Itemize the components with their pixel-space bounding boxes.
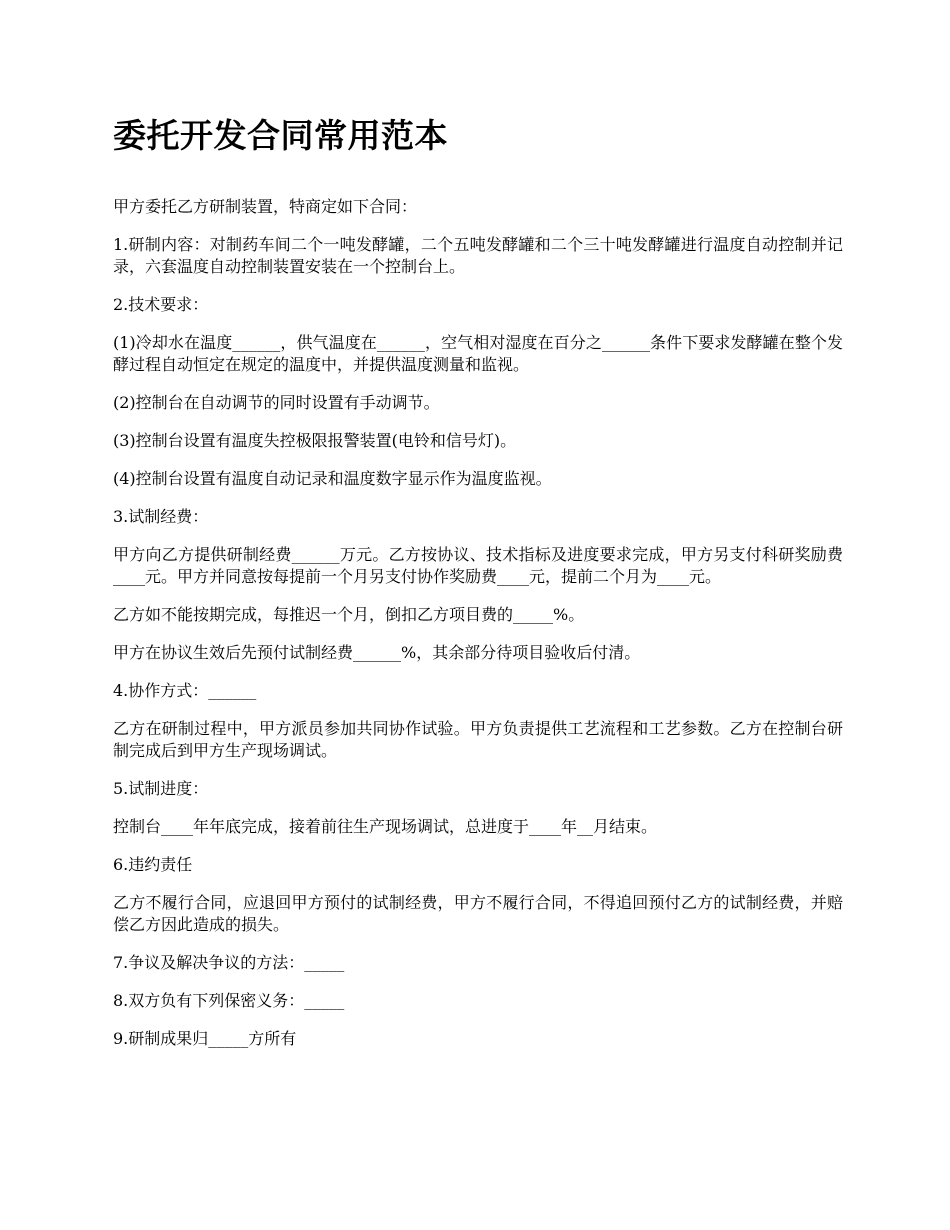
clause-4-details: 乙方在研制过程中，甲方派员参加共同协作试验。甲方负责提供工艺流程和工艺参数。乙方在控制台研制完成后到甲方生产现场调试。: [113, 719, 843, 760]
clause-3-prepayment: 甲方在协议生效后先预付试制经费______%，其余部分待项目验收后付清。: [113, 643, 641, 662]
clause-7-disputes: 7.争议及解决争议的方法：_____: [113, 953, 345, 972]
document-title: 委托开发合同常用范本: [113, 116, 448, 155]
clause-2-item-3: (3)控制台设置有温度失控极限报警装置(电铃和信号灯)。: [113, 431, 517, 450]
clause-4-cooperation: 4.协作方式：______: [113, 681, 257, 700]
clause-6-liability: 乙方不履行合同，应退回甲方预付的试制经费，甲方不履行合同，不得追回预付乙方的试制经费，并赔偿乙方因此造成的损失。: [113, 893, 843, 934]
document-page: [113, 114, 843, 1066]
clause-2-item-1: (1)冷却水在温度______，供气温度在______，空气相对湿度在百分之______条件下要求发酵罐在整个发酵过程自动恒定在规定的温度中，并提供温度测量和监视。: [113, 333, 843, 374]
clause-9-ownership: 9.研制成果归_____方所有: [113, 1029, 297, 1048]
clause-2-heading: 2.技术要求：: [113, 295, 209, 314]
intro-paragraph: 甲方委托乙方研制装置，特商定如下合同：: [113, 197, 418, 216]
clause-5-schedule: 控制台____年年底完成，接着前往生产现场调试，总进度于____年__月结束。: [113, 817, 658, 836]
clause-6-heading: 6.违约责任: [113, 855, 193, 874]
clause-2-item-4: (4)控制台设置有温度自动记录和温度数字显示作为温度监视。: [113, 469, 552, 488]
clause-8-confidentiality: 8.双方负有下列保密义务：_____: [113, 991, 345, 1010]
clause-5-heading: 5.试制进度：: [113, 779, 209, 798]
clause-3-funding: 甲方向乙方提供研制经费______万元。乙方按协议、技术指标及进度要求完成，甲方另支付科研奖励费____元。甲方并同意按每提前一个月另支付协作奖励费____元，提前二个月为____元。: [113, 545, 843, 586]
clause-3-heading: 3.试制经费：: [113, 507, 209, 526]
clause-1-research-content: 1.研制内容：对制药车间二个一吨发酵罐，二个五吨发酵罐和二个三十吨发酵罐进行温度自动控制并记录，六套温度自动控制装置安装在一个控制台上。: [113, 235, 843, 276]
clause-3-penalty: 乙方如不能按期完成，每推迟一个月，倒扣乙方项目费的_____%。: [113, 605, 585, 624]
clause-2-item-2: (2)控制台在自动调节的同时设置有手动调节。: [113, 393, 440, 412]
